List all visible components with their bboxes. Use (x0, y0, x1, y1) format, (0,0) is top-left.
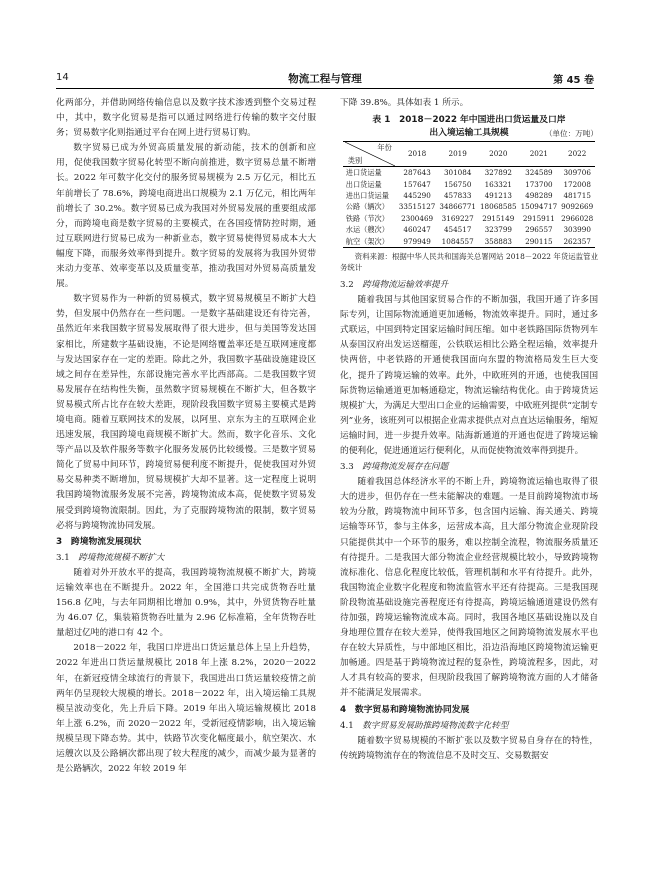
table-cell: 2300469 (401, 213, 434, 223)
table-cell: 979949 (403, 236, 431, 246)
paragraph: 2018－2022 年，我国口岸进出口货运量总体上呈上升趋势，2022 年进出口货运量规模比 2018 年上涨 8.2%，2020－2022 年，在新冠疫情全球流行的背景下，我国进出口货运量较疫情之前两年仍呈现较大规模的增长。2018－2022 年，出入境运输工具规模呈波动变化，先上升后下降。2019 年出入境运输规模比 2018 年上涨 6.2%，而 2020－2022 年，受新冠疫情影响，出入境运输规模呈现下降态势。其中，铁路节次变化幅度最小，航空架次、水运艘次以及公路辆次都出现了较大程度的减少，而减少最为显著的是公路辆次，2022 年较 2019 年 (56, 643, 316, 775)
row-label: 铁路（节次） (345, 213, 389, 223)
table-cell: 287643 (403, 168, 431, 178)
row-label: 进出口货运量 (345, 190, 389, 200)
subsection-heading (340, 719, 598, 734)
table-title (340, 114, 598, 140)
table-row (343, 224, 595, 235)
subsection-heading (56, 551, 316, 566)
subsection-title: 数字贸易发展助推跨境物流数字化转型 (362, 720, 509, 731)
table-cell: 324589 (525, 168, 553, 178)
column-header: 2021 (519, 142, 560, 167)
table-row (343, 201, 595, 212)
table-cell: 34866771 (439, 202, 476, 212)
table-cell: 1084557 (441, 236, 474, 246)
table-cell: 327892 (484, 168, 512, 178)
table-row (343, 167, 595, 179)
paragraph: 随着我国与其他国家贸易合作的不断加强，我国开通了许多国际专列，让国际物流通道更加通畅，物流效率提升。同时，通过多式联运，中国到特定国家运输时间压缩。如中老铁路国际货物列车从泰国汉府出发运送榴莲，公铁联运相比公路全程运输，效率提升快两倍，中老铁路的开通使我国面向东盟的物流格局发生巨大变化，提升了跨境运输的效率。此外，中欧班列的开通，也使我国国际货物运输通道更加畅通稳定，物流运输结构优化。由于跨境货运规模扩大，为满足大型出口企业的运输需要，中欧班列提供“定制专列”业务，该班列可以根据企业需求提供点对点直达运输服务，缩短运输时间，进一步提升效率。陆海新通道的开通也促进了跨境运输的便利化，促进通道运行便利化，从而促使物流效率得到提升。 (340, 295, 598, 456)
table-cell: 491213 (484, 190, 512, 200)
paragraph: 下降 39.8%。具体如表 1 所示。 (340, 98, 469, 108)
row-label: 公路（辆次） (345, 202, 389, 212)
table-cell: 301084 (443, 168, 472, 178)
paragraph: 化两部分，并借助网络传输信息以及数字技术渗透到整个交易过程中，其中，数字化贸易是指可以通过网络进行传输的数字交付服务；贸易数字化则指通过平台在网上进行贸易订购。 (56, 98, 316, 139)
table-cell: 445290 (403, 190, 431, 200)
column-header: 2018 (397, 142, 438, 167)
table-cell: 33515127 (398, 202, 436, 212)
subsection-title: 跨境物流发展存在问题 (362, 462, 449, 473)
table-cell: 2915149 (482, 213, 515, 223)
table-cell: 498289 (525, 190, 553, 200)
paragraph: 数字贸易作为一种新的贸易模式，数字贸易规模呈不断扩大趋势，但发展中仍然存在一些问题。一是数字基础建设还有待完善，虽然近年来我国数字贸易发展取得了很大进步，但与美国等发达国家相比，所建数字基础设施，不论是网络覆盖率还是互联网速度都与发达国家存在一定的差距。除此之外，我国数字基础设施建设区域之间存在差异性，东部设施完善水平比西部高。二是我国数字贸易发展存在结构性失衡，虽然数字贸易规模在不断扩大，但各数字贸易模式所占比存在较大差距，现阶段我国数字贸易主要模式是跨境电商。随着互联网技术的发展，以阿里、京东为主的互联网企业迅速发展，我国跨境电商规模不断扩大。然而，数字化音乐、文化等产品以及软件服务等数字化服务发展仍比较缓慢。三是数字贸易简化了贸易中间环节，跨境贸易便利度不断提升，促使我国对外贸易交易种类不断增加，贸易规模扩大却不显著。这一定程度上说明我国跨境物流服务发展不完善，跨境物流成本高，促使数字贸易发展受到跨境物流限制。因此，为了克服跨境物流的限制，数字贸易必将与跨境物流协同发展。 (56, 294, 316, 531)
table-header-row (343, 142, 595, 167)
table-row (343, 213, 595, 224)
table-cell: 163321 (484, 179, 512, 189)
subsection-number: 3.2 (340, 279, 354, 290)
table-cell: 173700 (525, 179, 553, 189)
table-cell: 172008 (563, 179, 591, 189)
right-column (340, 96, 598, 764)
table-row (343, 190, 595, 201)
subsection-title: 跨境物流运输效率提升 (362, 279, 449, 290)
table-cell: 18068585 (479, 202, 517, 212)
table-cell: 358883 (484, 236, 512, 246)
volume-label: 第 45 卷 (553, 75, 594, 86)
table-cell: 15094717 (520, 202, 558, 212)
paragraph: 数字贸易已成为外贸高质量发展的新动能，技术的创新和应用，促使我国数字贸易化转型不断向前推进，数字贸易总量不断增长。2022 年可数字化交付的服务贸易规模为 2.5 万亿元，相比五年前增长了 78.6%，跨境电商进出口规模为 2.1 万亿元，相比两年前增长了 30.2%。数字贸易已成为我国对外贸易发展的重要组成部分，而跨境电商是数字贸易的主要模式，在各国疫情防控时期，通过互联网进行贸易已成为一种新业态，数字贸易使得贸易成本大大幅度下降，而服务效率得到提升。数字贸易的发展将为我国外贸带来动力变革、效率变革以及质量变革，推动我国对外贸易高质量发展。 (56, 143, 316, 290)
row-label: 水运（艘次） (345, 225, 389, 235)
subsection-number: 3.3 (340, 462, 354, 473)
table-unit: （单位：万吨） (544, 129, 598, 139)
subsection-heading (340, 278, 598, 293)
column-header: 2020 (478, 142, 519, 167)
table-cell: 9092669 (561, 202, 594, 212)
row-label: 航空（架次） (345, 236, 389, 246)
table-cell: 262357 (563, 236, 591, 246)
paragraph: 随着我国总体经济水平的不断上升，跨境物流运输也取得了很大的进步，但仍存在一些未能解决的难题。一是目前跨境物流市场较为分散，跨境物流中间环节多，包含国内运输、海关通关、跨境运输等环节，参与主体多，运营成本高，且大部分物流企业现阶段只能提供其中一个环节的服务，难以控制全流程，物流服务质量还有待提升。二是我国大部分物流企业经营规模比较小，导致跨境物流标准化、信息化程度比较低，管理机制和水平有待提升。此外，我国物流企业数字化程度和物流监管水平还有待提高。三是我国现阶段物流基础设施完善程度还有待提高，跨境运输通道建设仍然有待加强，跨境运输物流成本高。同时，我国各地区基础设施以及自身地理位置存在较大差异，使得我国地区之间跨境物流发展水平也存在较大异质性，与中部地区相比，沿边沿海地区跨境物流运输更加畅通。四是基于跨境物流过程的复杂性，跨境流程多，因此，对人才具有较高的要求，但现阶段我国了解跨境物流方面的人才储备并不能满足发展需求。 (340, 477, 598, 699)
table-cell: 2915911 (522, 213, 555, 223)
left-column (56, 96, 316, 777)
subsection-number: 3.1 (56, 552, 70, 563)
data-table (343, 141, 595, 248)
column-header: 2019 (437, 142, 478, 167)
diagonal-header (345, 142, 395, 166)
table-cell: 290115 (525, 236, 553, 246)
row-label: 出口货运量 (345, 179, 382, 189)
table-cell: 2966028 (561, 213, 594, 223)
subsection-number: 4.1 (340, 720, 354, 731)
table-title-line1: 表 1 2018－2022 年中国进出口货运量及口岸 (372, 115, 566, 126)
section-heading: 4 数字贸易和跨境物流协同发展 (340, 704, 470, 715)
paragraph: 随着数字贸易规模的不断扩张以及数字贸易自身存在的特性，传统跨境物流存在的物流信息不及时交互、交易数据安 (340, 735, 598, 761)
table-cell: 157647 (403, 179, 431, 189)
table-row (343, 236, 595, 248)
table-title-line2-wrap (340, 127, 598, 140)
table-row (343, 179, 595, 190)
table-cell: 303990 (563, 225, 591, 235)
table-cell: 323799 (484, 225, 512, 235)
page-number: 14 (56, 72, 69, 83)
table-cell: 296557 (525, 225, 553, 235)
journal-title: 物流工程与管理 (288, 73, 362, 85)
subsection-title: 跨境物流规模不断扩大 (78, 552, 165, 563)
table-cell: 3169227 (441, 213, 474, 223)
table-corner-cell (343, 142, 397, 167)
paragraph: 随着对外开放水平的提高，我国跨境物流规模不断扩大，跨境运输效率也在不断提升。2022 年，全国港口共完成货物吞吐量 156.8 亿吨，与去年同期相比增加 0.9%，其中，外贸货物吞吐量为 46.07 亿，集装箱货物吞吐量为 2.96 亿标准箱，全年货物吞吐量超过亿吨的港口有 42 个。 (56, 567, 316, 639)
corner-label-year: 年份 (377, 143, 392, 153)
section-heading: 3 跨境物流发展现状 (56, 536, 142, 547)
table-cell: 454517 (443, 225, 472, 235)
table-source-note: 资料来源：根据中华人民共和国海关总署网站 2018－2022 年货运监管业务统计 (340, 251, 598, 273)
table-cell: 457833 (443, 190, 472, 200)
subsection-heading (340, 460, 598, 475)
column-header: 2022 (559, 142, 595, 167)
table-cell: 309706 (563, 168, 591, 178)
running-header (56, 70, 594, 89)
corner-label-category: 类别 (347, 155, 363, 165)
table-cell: 156750 (443, 179, 472, 189)
table-cell: 481715 (563, 190, 591, 200)
table-cell: 460247 (403, 225, 431, 235)
table-title-line2: 出入境运输工具规模 (429, 128, 509, 139)
row-label: 进口货运量 (345, 168, 382, 178)
